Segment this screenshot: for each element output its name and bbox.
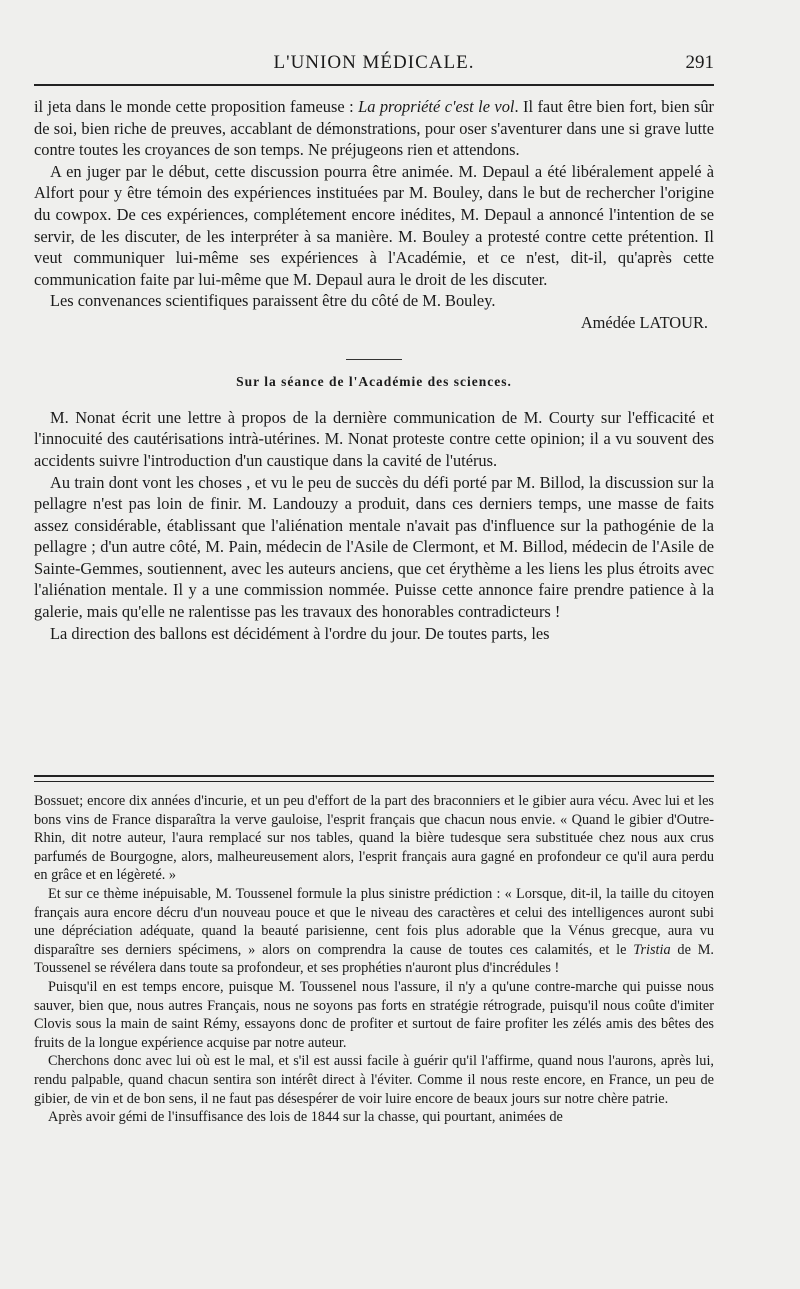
text-run: . Il faut être bien fort, bien sûr de soi, bien riche de preuves, accablant de démonstrations, pour oser s'aventurer dans une si grave lutte contre toutes les croyances de son temps. Ne préjugeons rien et attendons. — [34, 97, 715, 160]
footnote-paragraph: Cherchons donc avec lui où est le mal, et s'il est aussi facile à guérir qu'il l'affirme, quand nous l'aurons, après lui, rendu palpable, quand chacun sentira son intérêt direct à l'éviter. Comme il nous reste encore, en France, un peu de gibier, de vin et de bon sens, il ne faut pas désespérer de voir luire encore de beaux jours sur notre chère patrie. — [34, 1053, 714, 1107]
article2-paragraph: Au train dont vont les choses , et vu le peu de succès du défi porté par M. Billod, la discussion sur la pellagre n'est pas loin de finir. M. Landouzy a produit, dans ces derniers temps, une masse de faits assez considérable, établissant que l'aliénation mentale n'avait pas d'influence sur la pathogénie de la pellagre ; d'un autre côté, M. Pain, médecin de l'Asile de Clermont, et M. Billod, médecin de l'Asile de Sainte-Gemmes, soutiennent, avec les auteurs anciens, que cet érythème a les liens les plus étroits avec l'aliénation mentale. Il y a une commission nommée. Puisse cette annonce faire prendre patience à la galerie, mais qu'elle ne ralentisse pas les travaux des honorables contradicteurs ! — [34, 472, 714, 622]
running-title: L'UNION MÉDICALE. — [273, 52, 475, 73]
article2-paragraph: M. Nonat écrit une lettre à propos de la dernière communication de M. Courty sur l'efficacité et l'innocuité des cautérisations intrà-utérines. M. Nonat proteste contre cette opinion; il a vu souvent des accidents suivre l'introduction d'un caustique dans la cavité de l'utérus. — [34, 407, 714, 470]
text-run: Et sur ce thème inépuisable, M. Toussenel formule la plus sinistre prédiction : « Lorsque, dit-il, la taille du citoyen français aura encore décru d'un nouveau pouce et que le niveau des caractères et celui des intelligences auront subi une dépréciation adéquate, quand la beauté parisienne, cent fois plus adorable que la Vénus grecque, aura vu disparaître ses derniers spécimens, » alors on comprendra la cause de toutes ces calamités, et le — [34, 885, 714, 958]
footnote-rule-bottom — [34, 781, 714, 782]
footnote-paragraph — [34, 885, 714, 978]
text-run: de M. Toussenel se révélera dans toute sa profondeur, et ses prophéties n'auront plus d'incrédules ! — [34, 941, 714, 977]
text-run: il jeta dans le monde cette proposition fameuse : — [34, 97, 359, 116]
footnote-rule-top — [34, 775, 714, 777]
italic-quote: La propriété c'est le vol — [358, 97, 515, 116]
italic-title: Tristia — [633, 941, 671, 958]
article1-paragraph — [34, 96, 714, 161]
author-signature: Amédée LATOUR. — [580, 312, 708, 332]
footnote-paragraph: Après avoir gémi de l'insuffisance des lois de 1844 sur la chasse, qui pourtant, animées de — [48, 1109, 563, 1126]
article2-paragraph: La direction des ballons est décidément à l'ordre du jour. De toutes parts, les — [50, 623, 550, 643]
section-separator — [34, 344, 714, 366]
page-header — [34, 50, 714, 78]
footnote-feuilleton — [34, 792, 714, 1127]
section-title: Sur la séance de l'Académie des sciences. — [236, 374, 512, 390]
page-number: 291 — [685, 52, 714, 73]
header-rule — [34, 84, 714, 86]
article1-paragraph: A en juger par le début, cette discussion pourra être animée. M. Depaul a été libéralement appelé à Alfort pour y être témoin des expériences instituées par M. Bouley, dans le but de rechercher l'origine du cowpox. De ces expériences, complétement encore inédites, M. Depaul a annoncé l'intention de se servir, de les discuter, de les interpréter à sa manière. M. Bouley a protesté contre cette prétention. Il veut communiquer lui-même ses expériences à l'Académie, et ce n'est, dit-il, qu'après cette communication faite par lui-même que M. Depaul aura le droit de les discuter. — [34, 161, 714, 289]
footnote-paragraph: Bossuet; encore dix années d'incurie, et un peu d'effort de la part des braconniers et le gibier aura vécu. Avec lui et les bons vins de France disparaîtra la verve gauloise, l'esprit français que chacun nous envie. « Quand le gibier d'Outre-Rhin, dit notre auteur, l'aura remplacé sur nos tables, quand la bière tudesque sera substituée chez nous aux crus parfumés de Bourgogne, alors, malheureusement alors, l'esprit français aura gagné en profondeur ce qu'il aura perdu en grâce et en légèreté. » — [34, 793, 714, 884]
article1-paragraph: Les convenances scientifiques paraissent être du côté de M. Bouley. — [50, 291, 496, 311]
footnote-paragraph: Puisqu'il en est temps encore, puisque M. Toussenel nous l'assure, il n'y a qu'une contre-marche qui puisse nous sauver, bien que, nous autres Français, nous ne soyons pas forts en stratégie rétrograde, puisqu'il nous coûte d'imiter Clovis sous la main de saint Rémy, essayons donc de profiter et surtout de faire profiter les zélés amis des bêtes des fruits de la longue expérience acquise par notre auteur. — [34, 978, 714, 1051]
main-column — [34, 96, 714, 644]
